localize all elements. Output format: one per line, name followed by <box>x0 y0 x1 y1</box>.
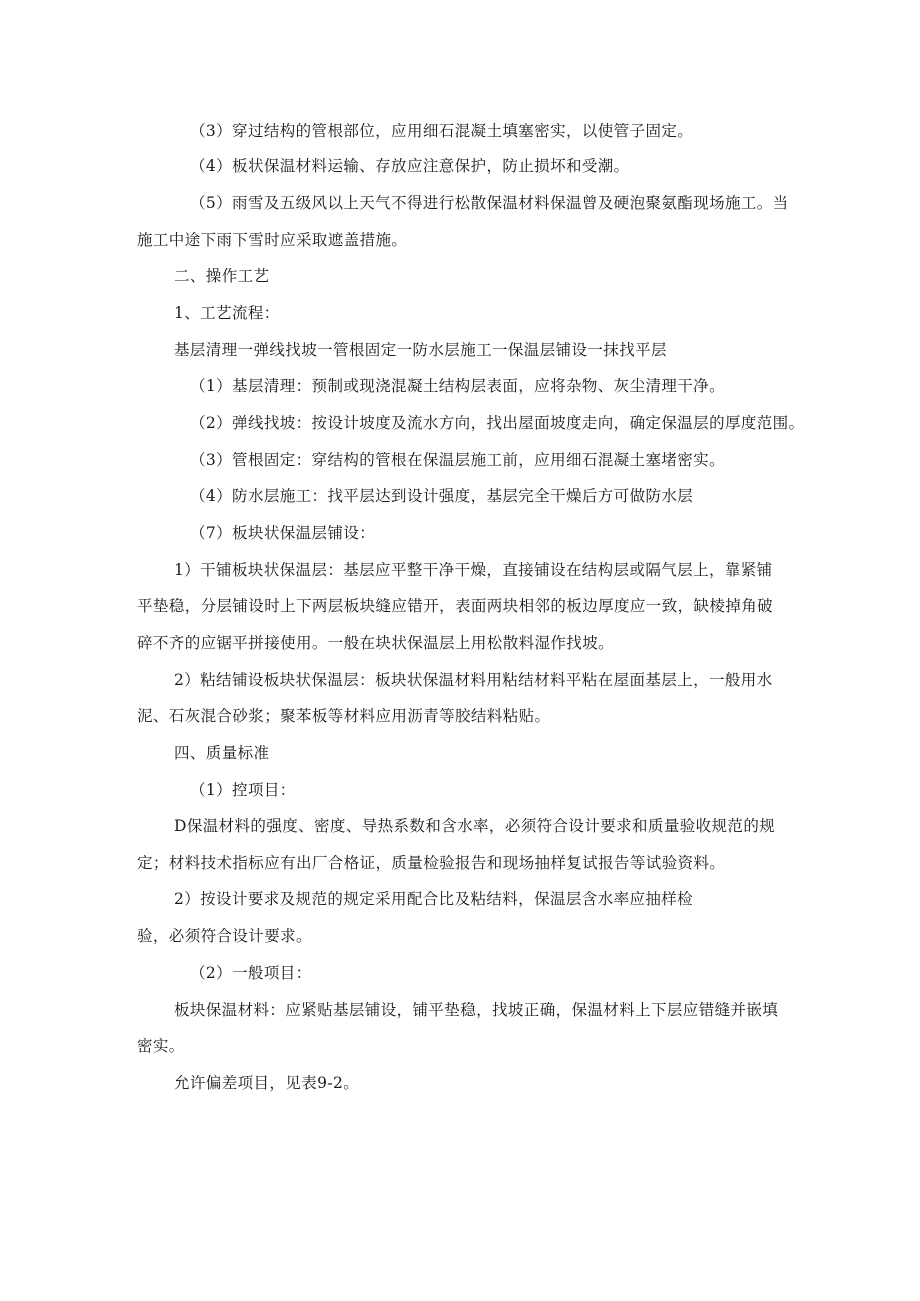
paragraph-board-transport: （4）板状保温材料运输、存放应注意保护，防止损坏和受潮。 <box>190 157 630 175</box>
section-heading-quality: 四、质量标准 <box>174 744 270 762</box>
paragraph-pipe-root-filling: （3）穿过结构的管根部位，应用细石混凝土填塞密实，以使管子固定。 <box>190 122 694 140</box>
paragraph-bonded-laying: 2）粘结铺设板块状保温层：板块状保温材料用粘结材料平粘在屋面基层上，一般用水 <box>174 671 773 689</box>
paragraph-material-properties-cont: 定；材料技术指标应有出厂合格证，质量检验报告和现场抽样复试报告等试验资料。 <box>137 854 726 872</box>
paragraph-mix-ratio-cont: 验，必须符合设计要求。 <box>137 927 312 945</box>
paragraph-line-slope: （2）弹线找坡：按设计坡度及流水方向，找出屋面坡度走向，确定保温层的厚度范围。 <box>190 414 805 432</box>
paragraph-base-cleaning: （1）基层清理：预制或现浇混凝土结构层表面，应将杂物、灰尘清理干净。 <box>190 377 725 395</box>
paragraph-dry-laying-cont-2: 碎不齐的应锯平拼接使用。一般在块状保温层上用松散料湿作找坡。 <box>137 634 615 652</box>
paragraph-block-insulation: （7）板块状保温层铺设： <box>190 524 376 542</box>
subheading-general-items: （2）一般项目： <box>190 964 312 982</box>
paragraph-pipe-root-fixing: （3）管根固定：穿结构的管根在保温层施工前，应用细石混凝土塞堵密实。 <box>190 451 725 469</box>
paragraph-board-material-laying-cont: 密实。 <box>137 1037 185 1055</box>
paragraph-process-sequence: 基层清理一弹线找坡一管根固定一防水层施工一保温层铺设一抹找平层 <box>174 341 667 359</box>
paragraph-dry-laying-cont-1: 平垫稳，分层铺设时上下两层板块缝应错开，表面两块相邻的板边厚度应一致，缺棱掉角破 <box>137 597 774 615</box>
paragraph-board-material-laying: 板块保温材料：应紧贴基层铺设，铺平垫稳，找坡正确，保温材料上下层应错缝并嵌填 <box>174 1001 779 1019</box>
paragraph-mix-ratio: 2）按设计要求及规范的规定采用配合比及粘结料，保温层含水率应抽样检 <box>174 890 694 908</box>
section-heading-operation: 二、操作工艺 <box>174 267 270 285</box>
paragraph-bonded-laying-cont: 泥、石灰混合砂浆；聚苯板等材料应用沥青等胶结料粘贴。 <box>137 707 551 725</box>
subheading-main-control-items: （1）控项目： <box>190 781 296 799</box>
paragraph-allowable-deviation: 允许偏差项目，见表9-2。 <box>174 1074 360 1092</box>
subheading-process-flow: 1、工艺流程： <box>174 304 280 322</box>
paragraph-dry-laying: 1）干铺板块状保温层：基层应平整干净干燥，直接铺设在结构层或隔气层上，靠紧铺 <box>174 561 773 579</box>
paragraph-weather-restriction: （5）雨雪及五级风以上天气不得进行松散保温材料保温曾及硬泡聚氨酯现场施工。当 <box>190 194 789 212</box>
paragraph-material-properties: D保温材料的强度、密度、导热系数和含水率，必须符合设计要求和质量验收规范的规 <box>174 817 776 835</box>
paragraph-waterproof-layer: （4）防水层施工：找平层达到设计强度，基层完全干燥后方可做防水层 <box>190 487 694 505</box>
paragraph-weather-restriction-cont: 施工中途下雨下雪时应采取遮盖措施。 <box>137 231 408 249</box>
